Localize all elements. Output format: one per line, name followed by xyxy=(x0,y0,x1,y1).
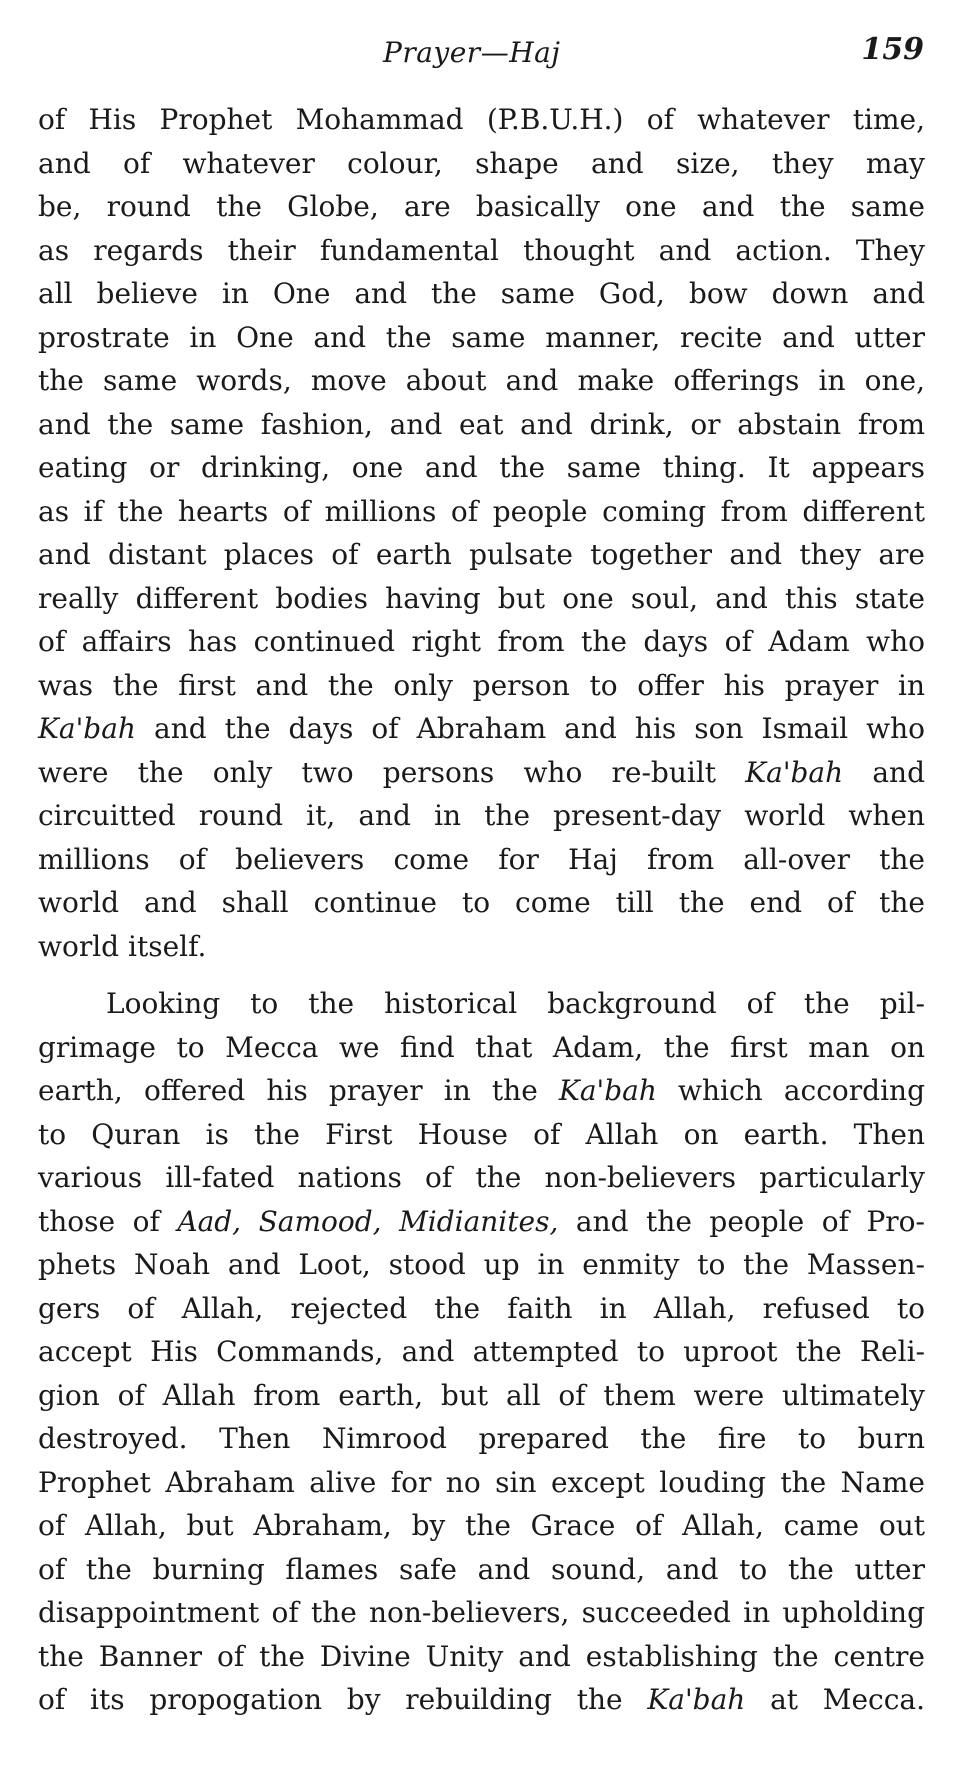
text-line: was the first and the only person to offer his prayer in xyxy=(38,668,925,702)
text-line: be, round the Globe, are basically one and the same xyxy=(38,190,925,223)
text-line: eating or drinking, one and the same thing. It appears xyxy=(38,451,925,484)
text-segment: earth, offered his prayer in the xyxy=(38,1074,559,1107)
text-line: gion of Allah from earth, but all of them were ultimately xyxy=(38,1378,925,1412)
italic-term: Ka'bah xyxy=(745,755,844,789)
page-number: 159 xyxy=(861,32,924,67)
text-line: Prophet Abraham alive for no sin except louding the Name xyxy=(38,1465,925,1499)
text-line xyxy=(38,1678,925,1722)
running-head: Prayer—Haj xyxy=(383,36,561,69)
text-segment: were the only two persons who re-built xyxy=(38,755,746,789)
text-segment: at Mecca. xyxy=(745,1683,925,1716)
text-line: of Allah, but Abraham, by the Grace of Allah, came out xyxy=(38,1509,925,1542)
paragraph-gap xyxy=(38,968,925,982)
text-line: and distant places of earth pulsate together and they are xyxy=(38,538,925,571)
text-line: accept His Commands, and attempted to uproot the Reli- xyxy=(38,1335,925,1368)
text-line: circuitted round it, and in the present-day world when xyxy=(38,799,925,832)
italic-term: Ka'bah xyxy=(38,712,136,745)
text-line: as regards their fundamental thought and action. They xyxy=(38,233,925,267)
text-line xyxy=(38,1200,925,1244)
body-text xyxy=(38,98,925,1722)
text-line xyxy=(38,1069,925,1113)
text-segment: those of xyxy=(38,1204,178,1238)
text-segment: and the people of Pro- xyxy=(558,1204,926,1238)
text-line: and of whatever colour, shape and size, they may xyxy=(38,146,925,180)
text-line: and the same fashion, and eat and drink, or abstain from xyxy=(38,407,925,441)
text-line: various ill-fated nations of the non-believers particularly xyxy=(38,1161,925,1194)
text-line: the Banner of the Divine Unity and establishing the centre xyxy=(38,1639,925,1673)
text-line: disappointment of the non-believers, succeeded in upholding xyxy=(38,1596,925,1629)
italic-term: Ka'bah xyxy=(558,1074,657,1107)
text-line xyxy=(38,707,925,751)
text-line: of the burning flames safe and sound, and to the utter xyxy=(38,1552,925,1586)
text-line: all believe in One and the same God, bow down and xyxy=(38,277,925,310)
text-line: to Quran is the First House of Allah on earth. Then xyxy=(38,1117,925,1151)
paragraph-2 xyxy=(38,982,925,1722)
text-line: Looking to the historical background of the pil- xyxy=(106,987,925,1020)
text-line: destroyed. Then Nimrood prepared the fire to burn xyxy=(38,1422,925,1455)
text-line: phets Noah and Loot, stood up in enmity to the Massen- xyxy=(38,1248,925,1281)
text-segment: and xyxy=(843,755,925,789)
text-segment: of its propogation by rebuilding the xyxy=(38,1683,648,1716)
text-line: gers of Allah, rejected the faith in Allah, refused to xyxy=(38,1291,925,1325)
text-line: of His Prophet Mohammad (P.B.U.H.) of whatever time, xyxy=(38,103,925,136)
text-line: of affairs has continued right from the days of Adam who xyxy=(38,625,925,658)
text-segment: and the days of Abraham and his son Ismail who xyxy=(135,712,925,745)
italic-term: Ka'bah xyxy=(647,1683,746,1716)
text-line: prostrate in One and the same manner, recite and utter xyxy=(38,320,925,354)
text-line: really different bodies having but one soul, and this state xyxy=(38,581,925,615)
text-segment: which according xyxy=(656,1074,925,1107)
text-line: millions of believers come for Haj from all-over the xyxy=(38,842,925,876)
paragraph-1 xyxy=(38,98,925,968)
text-line: the same words, move about and make offerings in one, xyxy=(38,364,925,397)
text-line xyxy=(38,751,925,795)
text-line: world itself. xyxy=(38,929,207,963)
italic-term: Aad, Samood, Midianites, xyxy=(177,1204,559,1238)
text-line: grimage to Mecca we find that Adam, the first man on xyxy=(38,1030,925,1064)
text-line: as if the hearts of millions of people coming from different xyxy=(38,494,925,528)
text-line: world and shall continue to come till the end of the xyxy=(38,886,925,919)
